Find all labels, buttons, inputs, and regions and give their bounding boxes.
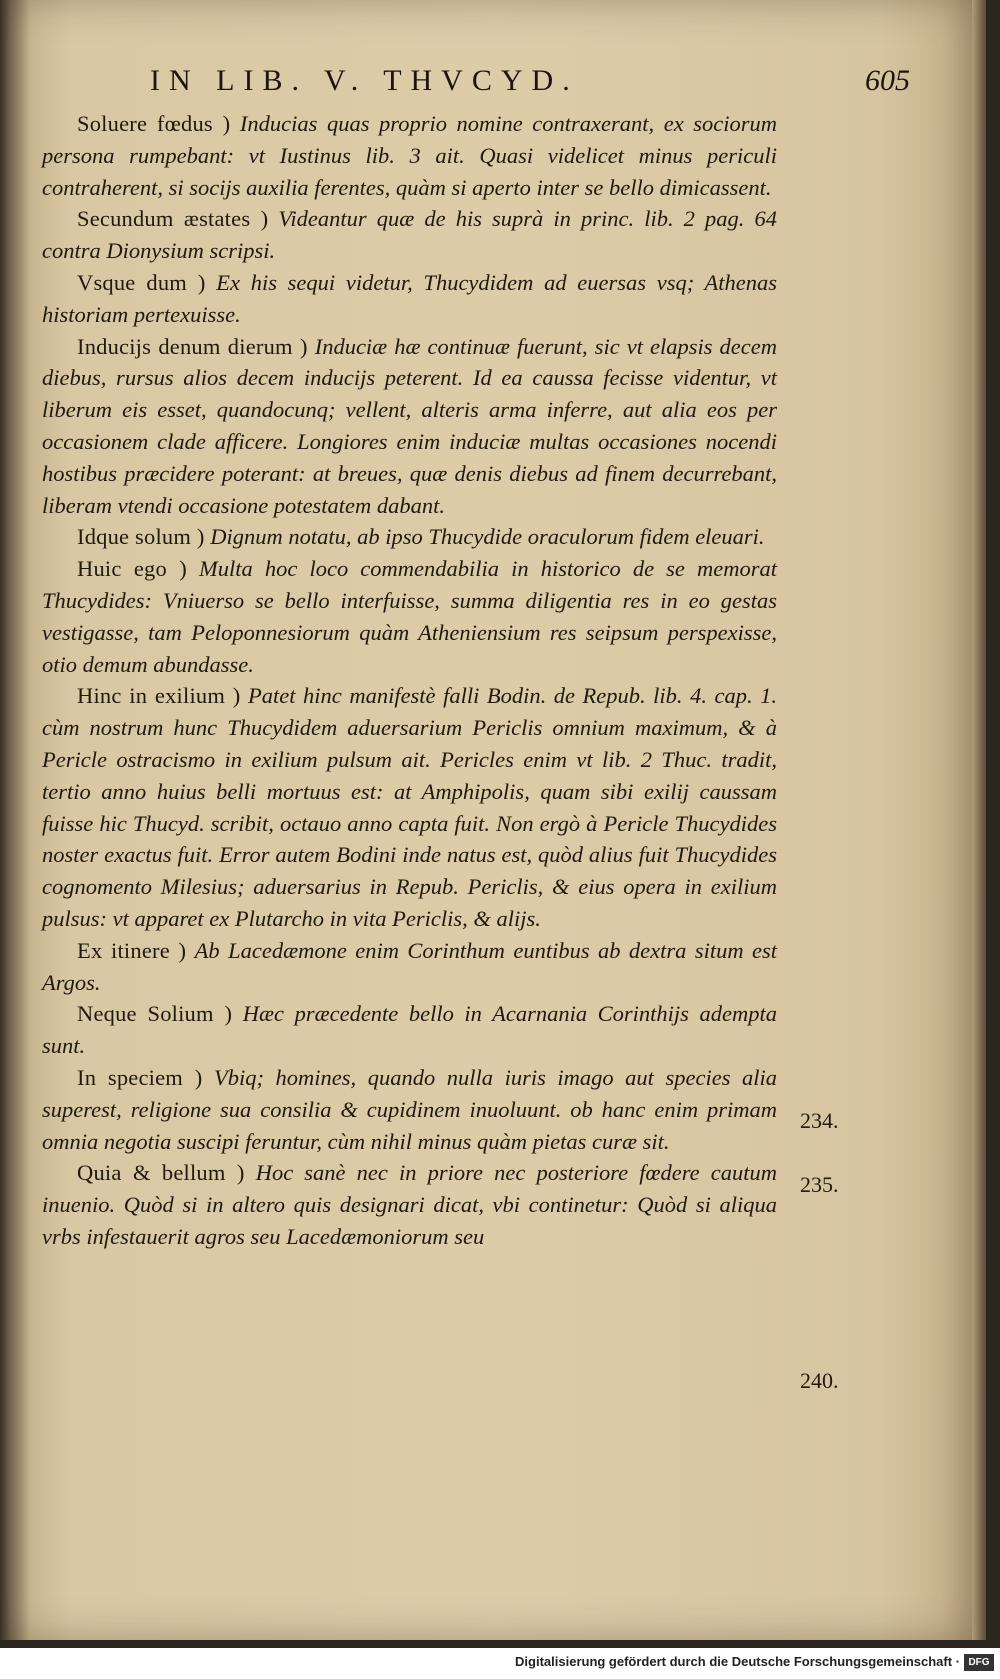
commentary-entry xyxy=(42,935,777,999)
page-number: 605 xyxy=(865,64,910,97)
gloss: Videantur quæ de his suprà in princ. lib. 2 pag. 64 contra Dionysium scripsi. xyxy=(42,206,777,264)
lemma: Quia & bellum ) xyxy=(77,1160,245,1186)
marginal-number: 240. xyxy=(800,1368,839,1393)
commentary-entry xyxy=(42,680,777,934)
lemma: Hinc in exilium ) xyxy=(77,683,241,709)
commentary-entry xyxy=(42,203,777,267)
gloss: Patet hinc manifestè falli Bodin. de Repub. lib. 4. cap. 1. cùm nostrum hunc Thucydidem aduersarium Periclis omnium maximum, & à Pericle ostracismo in exilium pulsum ait. Pericles enim vt lib. 2 Thuc. tradit, tertio anno huius belli mortuus est: at Amphipolis, quam sibi exilij caussam fuisse hic Thucyd. scribit, octauo anno capta fuit. Non ergò à Pericle Thucydides noster exactus fuit. Error autem Bodini inde natus est, quòd alius fuit Thucydides cognomento Milesius; aduersarius in Repub. Periclis, & eius opera in exilium pulsus: vt apparet ex Plutarcho in vita Periclis, & alijs. xyxy=(42,683,778,931)
commentary-entry xyxy=(42,267,777,331)
lemma: Soluere fœdus ) xyxy=(77,111,231,136)
dfg-logo-icon: DFG xyxy=(964,1654,994,1671)
gloss: Induciæ hæ continuæ fuerunt, sic vt elapsis decem diebus, rursus alios decem inducijs peterent. Id ea caussa fecisse videntur, vt liberum eis esset, quandocunq; vellent, alteris arma inferre, aut alia eos per occasionem clade afficere. Longiores enim induciæ multas occasiones nocendi hostibus præcidere poterant: at breues, quæ denis diebus ad finem decurrebant, liberam vtendi occasione potestatem dabant. xyxy=(42,333,777,518)
lemma: Ex itinere ) xyxy=(77,937,187,963)
page-edge xyxy=(972,0,986,1640)
commentary-entry xyxy=(42,1157,777,1252)
marginal-number: 234. xyxy=(800,1108,839,1133)
lemma: Inducijs denum dierum ) xyxy=(77,333,308,359)
commentary-entry xyxy=(42,1062,777,1157)
lemma: Secundum æstates ) xyxy=(77,206,269,232)
commentary-entry xyxy=(42,521,777,553)
lemma: Neque Solium ) xyxy=(77,1001,233,1027)
gloss: Multa hoc loco commendabilia in historico de se memorat Thucydides: Vniuerso se bello interfuisse, summa diligentia res in eo gestas vestigasse, tam Peloponnesiorum quàm Atheniensium res seipsum perspexisse, otio demum abundasse. xyxy=(42,556,778,677)
running-head xyxy=(150,64,910,104)
commentary-text xyxy=(42,108,777,1253)
gloss: Vbiq; homines, quando nulla iuris imago aut species alia superest, religione sua consilia & cupidinem inuoluunt. ob hanc enim primam omnia negotia suscipi feruntur, cùm nihil minus quàm pietas curæ sit. xyxy=(42,1064,778,1154)
commentary-entry xyxy=(42,998,777,1062)
gloss: Ab Lacedæmone enim Corinthum euntibus ab dextra situm est Argos. xyxy=(42,937,778,995)
commentary-entry xyxy=(42,553,777,680)
lemma: Vsque dum ) xyxy=(77,269,206,295)
gloss: Hoc sanè nec in priore nec posteriore fœdere cautum inuenio. Quòd si in altero quis designari dicat, vbi continetur: Quòd si aliqua vrbs infestauerit agros seu Lacedæmoniorum seu xyxy=(42,1160,778,1249)
lemma: Idque solum ) xyxy=(77,524,205,550)
gloss: Dignum notatu, ab ipso Thucydide oraculorum fidem eleuari. xyxy=(210,524,765,550)
lemma: Huic ego ) xyxy=(77,556,187,582)
footer-bar xyxy=(0,1648,1000,1679)
gloss: Inducias quas proprio nomine contraxerant, ex sociorum persona rumpebant: vt Iustinus lib. 3 ait. Quasi videlicet minus periculi contraherent, si socijs auxilia ferentes, quàm si aperto inter se bello dimicassent. xyxy=(42,111,777,200)
running-title: IN LIB. V. THVCYD. xyxy=(150,64,579,97)
funding-note: Digitalisierung gefördert durch die Deutsche Forschungsgemeinschaft · xyxy=(515,1654,960,1669)
gloss: Hæc præcedente bello in Acarnania Corinthijs adempta sunt. xyxy=(42,1001,777,1059)
marginal-number: 235. xyxy=(800,1172,839,1197)
commentary-entry xyxy=(42,108,777,203)
gloss: Ex his sequi videtur, Thucydidem ad euersas vsq; Athenas historiam pertexuisse. xyxy=(42,269,778,327)
lemma: In speciem ) xyxy=(77,1064,203,1090)
commentary-entry xyxy=(42,331,777,522)
